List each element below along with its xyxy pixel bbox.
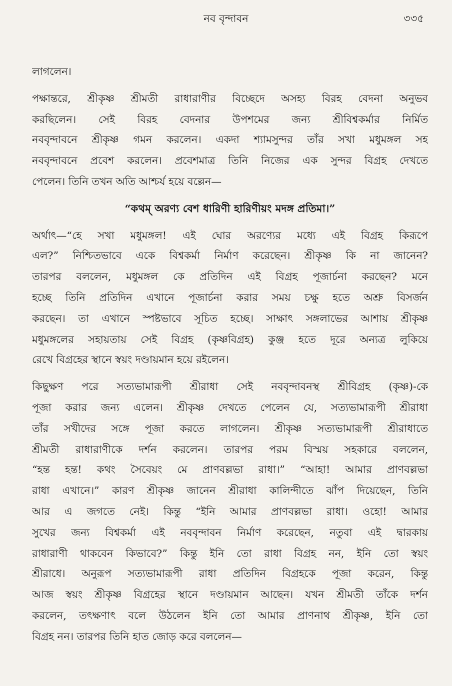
paragraph-2 — [32, 226, 428, 372]
text-line: লাগলেন। — [32, 66, 72, 78]
running-title: নব বৃন্দাবন — [203, 13, 249, 25]
text-line: পক্ষান্তরে, শ্রীকৃষ্ণ শ্রীমতী রাধারাণীর বিচ্ছেদে অসহ্য বিরহ বেদনা অনুভব — [32, 92, 428, 105]
text-line: অর্থাৎ—“হে সখা মধুমঙ্গল! এই ঘোর অরণ্যের মধ্যে এই বিগ্রহ কিরূপে — [32, 229, 428, 242]
text-line: নববৃন্দাবনে শ্রীকৃষ্ণ গমন করলেন। একদা শ্যামসুন্দর তাঁর সখা মধুমঙ্গল সহ — [32, 134, 428, 147]
page-number: ৩৩৫ — [403, 13, 424, 25]
text-line: রাধা এখানে।” কারণ শ্রীকৃষ্ণ জানেন শ্রীরাধা কালিন্দীতে ঝাঁপ দিয়েছেন, তিনি — [32, 485, 428, 498]
text-line: মধুমঙ্গলের সহায়তায় সেই বিগ্রহ (কৃষ্ণবিগ্রহ) কুঞ্জ হতে দূরে অন্যত্র লুকিয়ে — [32, 333, 428, 346]
text-line: করছেন। তা এখানে স্পষ্টভাবে সূচিত হচ্ছে। সাক্ষাৎ সঙ্গলাভের আশায় শ্রীকৃষ্ণ — [32, 312, 428, 325]
text-line: হচ্ছে তিনি প্রতিদিন এখানে পূজার্চনা করার সময় চক্ষু হতে অশ্রু বিসর্জন — [32, 291, 428, 304]
text-line: করলেন, তৎক্ষণাৎ বলে উঠলেন ইনি তো আমার প্রাণনাথ শ্রীকৃষ্ণ, ইনি তো — [32, 609, 428, 622]
text-line: শ্রীমতী রাধারাণীকে দর্শন করলেন। তারপর পরম বিস্ময় সহকারে বললেন, — [32, 443, 428, 456]
sanskrit-quote: “কথম্ অরণ্য বেশ ধারিণী হারিণীয়ং মদঙ্গ প্রতিমা।” — [124, 202, 336, 215]
text-line: শ্রীরাধে। অনুরূপ সত্যভামারূপী রাধা প্রতিদিন বিগ্রহকে পূজা করেন, কিন্তু — [32, 568, 428, 581]
paragraph-1 — [32, 89, 428, 193]
text-line: “হন্ত হন্ত! কথং সৈবেয়ং মে প্রাণবল্লভা রাধা।” “আহা! আমার প্রাণবল্লভা — [32, 464, 428, 477]
text-line: তারপর বললেন, মধুমঙ্গল কে প্রতিদিন এই বিগ্রহ পূজার্চনা করছেন? মনে — [32, 271, 428, 284]
text-line: রাধারাণী থাকবেন কিভাবে?” কিন্তু ইনি তো রাধা বিগ্রহ নন, ইনি তো স্বয়ং — [32, 547, 428, 560]
paragraph-3 — [32, 377, 428, 647]
text-line: কিছুক্ষণ পরে সত্যভামারূপী শ্রীরাধা সেই নববৃন্দাবনস্থ শ্রীবিগ্রহ (কৃষ্ণ)-কে — [32, 381, 428, 394]
text-line: রেখে বিগ্রহের স্থানে স্বয়ং দণ্ডায়মান হয়ে রইলেন। — [32, 354, 229, 367]
page-body — [32, 62, 428, 648]
text-line: আর এ জগতে নেই। কিন্তু “ইনি আমার প্রাণবল্লভা রাধা। ওহো! আমার — [32, 505, 428, 518]
text-line: করছিলেন। সেই বিরহ বেদনার উপশমের জন্য শ্রীবিশ্বকর্মার নির্মিত — [32, 113, 428, 126]
text-line: পেলেন। তিনি তখন অতি আশ্চর্য হয়ে বল্লেন— — [32, 175, 222, 188]
text-line: বিগ্রহ নন। তারপর তিনি হাত জোড় করে বললেন— — [32, 630, 242, 643]
text-line: পূজা করার জন্য এলেন। শ্রীকৃষ্ণ দেখতে পেলেন যে, সত্যভামারূপী শ্রীরাধা — [32, 401, 428, 414]
text-line: তাঁর সখীদের সঙ্গে পূজা করতে লাগলেন। শ্রীকৃষ্ণ সত্যভামারূপী শ্রীরাধাতে — [32, 422, 428, 435]
text-line: সুখের জন্য বিশ্বকর্মা এই নববৃন্দাবন নির্মাণ করেছেন, নতুবা এই দ্বারকায় — [32, 526, 428, 539]
text-line: এল?” নিশ্চিতভাবে একে বিশ্বকর্মা নির্মাণ করেছেন। শ্রীকৃষ্ণ কি না জানেন? — [32, 250, 428, 263]
text-line: আজ স্বয়ং শ্রীকৃষ্ণ বিগ্রহের স্থানে দণ্ডায়মান আছেন। যখন শ্রীমতী তাঁকে দর্শন — [32, 589, 428, 602]
text-line: নববৃন্দাবনে প্রবেশ করলেন। প্রবেশমাত্র তিনি নিজের এক সুন্দর বিগ্রহ দেখতে — [32, 155, 428, 168]
page-header — [0, 12, 452, 30]
